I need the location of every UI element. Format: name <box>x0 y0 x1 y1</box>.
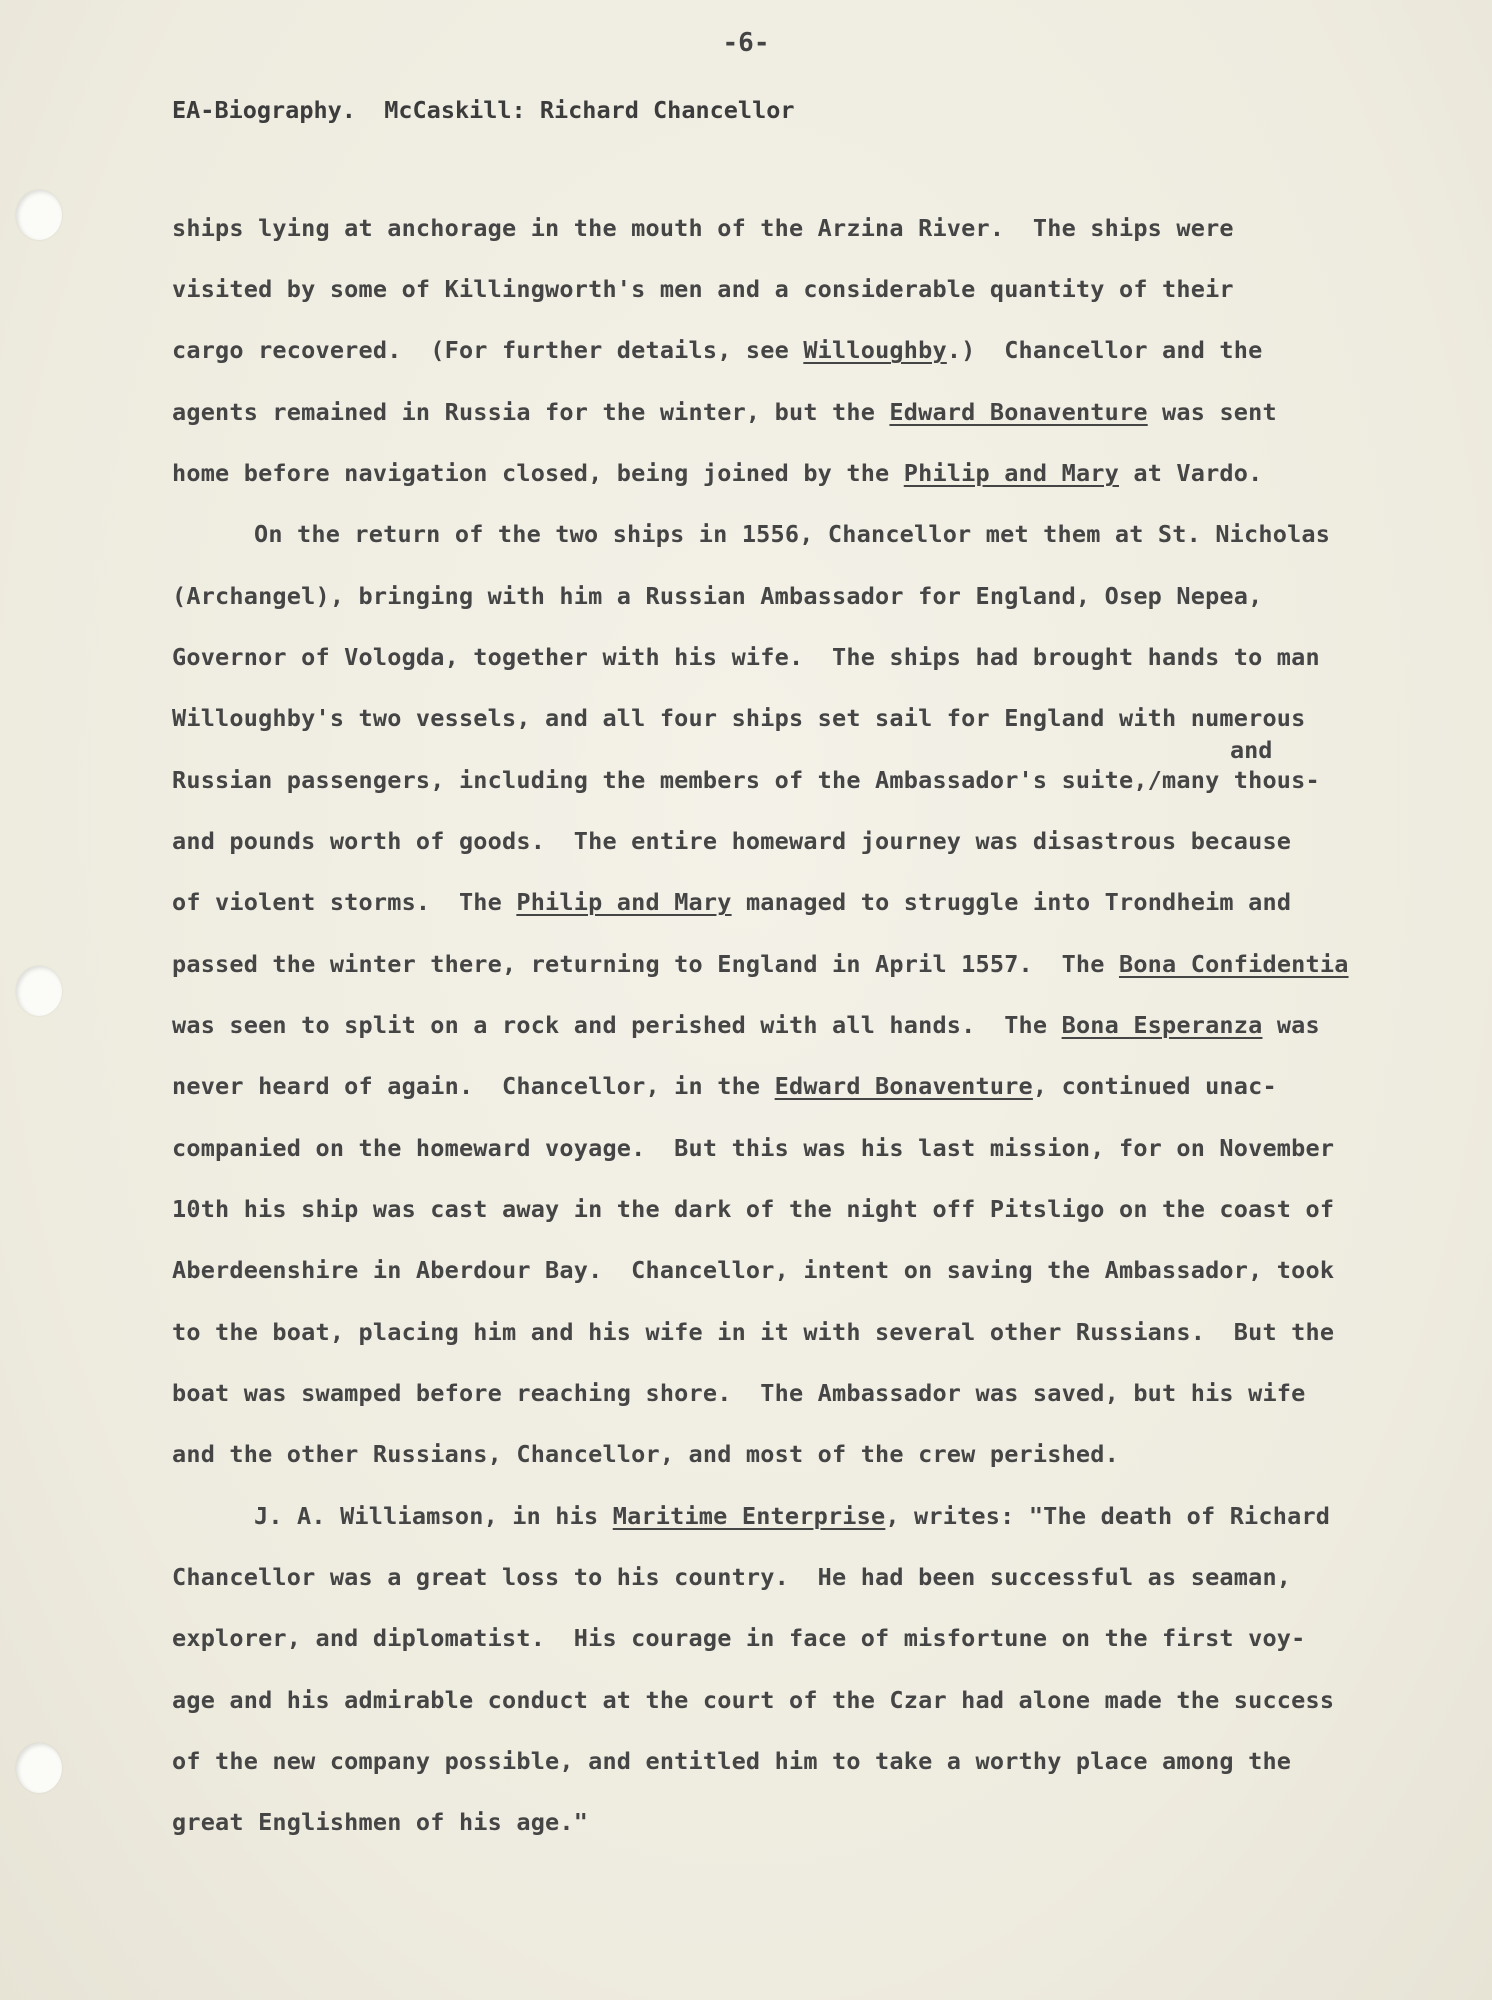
line-segment: never heard of again. Chancellor, in the <box>172 1072 775 1100</box>
line-segment: , continued unac- <box>1032 1072 1277 1100</box>
line-segment: boat was swamped before reaching shore. The Ambassador was saved, but his wife <box>172 1379 1306 1407</box>
line-segment: J. A. Williamson, in his <box>254 1502 613 1530</box>
text-line <box>172 643 1320 671</box>
text-line <box>172 1440 1119 1468</box>
line-segment: .) Chancellor and the <box>946 336 1263 364</box>
text-line <box>172 1195 1334 1223</box>
line-segment: ships lying at anchorage in the mouth of the Arzina River. The ships were <box>172 214 1234 242</box>
text-line <box>172 1256 1334 1284</box>
underlined-title: Bona Confidentia <box>1118 950 1349 978</box>
line-segment: explorer, and diplomatist. His courage in face of misfortune on the first voy- <box>172 1624 1306 1652</box>
text-line <box>172 827 1291 855</box>
text-line <box>172 459 1262 487</box>
binder-hole <box>16 966 62 1016</box>
text-line <box>172 888 1291 916</box>
text-line <box>172 336 1262 364</box>
line-segment: passed the winter there, returning to England in April 1557. The <box>172 950 1119 978</box>
interlinear-insertion: and <box>1230 736 1273 764</box>
text-line <box>172 275 1234 303</box>
underlined-title: Philip and Mary <box>516 888 732 916</box>
line-segment: managed to struggle into Trondheim and <box>731 888 1292 916</box>
line-segment: of the new company possible, and entitled him to take a worthy place among the <box>172 1747 1292 1775</box>
text-line <box>172 1747 1291 1775</box>
text-line <box>172 950 1349 978</box>
binder-hole <box>16 1743 62 1793</box>
line-segment: Russian passengers, including the members of the Ambassador's suite,/many thous- <box>172 766 1320 794</box>
text-line <box>172 398 1277 426</box>
text-line <box>172 214 1234 242</box>
line-segment: of violent storms. The <box>172 888 517 916</box>
text-line <box>172 1318 1334 1346</box>
text-line <box>172 582 1262 610</box>
text-line <box>172 520 1330 548</box>
text-line <box>172 1686 1334 1714</box>
line-segment: On the return of the two ships in 1556, Chancellor met them at St. Nicholas <box>254 520 1331 548</box>
underlined-title: Willoughby <box>803 336 947 364</box>
line-segment: to the boat, placing him and his wife in it with several other Russians. But the <box>172 1318 1335 1346</box>
page-number: -6- <box>722 28 770 58</box>
line-segment: Willoughby's two vessels, and all four ships set sail for England with numerous <box>172 704 1306 732</box>
underlined-title: Edward Bonaventure <box>889 398 1148 426</box>
underlined-title: Philip and Mary <box>903 459 1119 487</box>
line-segment: Aberdeenshire in Aberdour Bay. Chancellor, intent on saving the Ambassador, took <box>172 1256 1335 1284</box>
document-header: EA-Biography. McCaskill: Richard Chancellor <box>172 96 795 124</box>
line-segment: agents remained in Russia for the winter, but the <box>172 398 890 426</box>
line-segment: great Englishmen of his age." <box>172 1808 589 1836</box>
line-segment: and pounds worth of goods. The entire homeward journey was disastrous because <box>172 827 1292 855</box>
text-line <box>172 1563 1291 1591</box>
text-line <box>172 1502 1330 1530</box>
text-line <box>172 1134 1334 1162</box>
underlined-title: Bona Esperanza <box>1061 1011 1263 1039</box>
line-segment: cargo recovered. (For further details, see <box>172 336 804 364</box>
line-segment: and the other Russians, Chancellor, and most of the crew perished. <box>172 1440 1119 1468</box>
binder-hole <box>16 190 62 240</box>
line-segment: (Archangel), bringing with him a Russian Ambassador for England, Osep Nepea, <box>172 582 1263 610</box>
line-segment: was seen to split on a rock and perished with all hands. The <box>172 1011 1062 1039</box>
line-segment: home before navigation closed, being joined by the <box>172 459 904 487</box>
text-line <box>172 704 1306 732</box>
line-segment: visited by some of Killingworth's men and a considerable quantity of their <box>172 275 1234 303</box>
line-segment: age and his admirable conduct at the court of the Czar had alone made the success <box>172 1686 1335 1714</box>
line-segment: at Vardo. <box>1119 459 1263 487</box>
line-segment: was sent <box>1147 398 1277 426</box>
text-line <box>172 766 1320 794</box>
line-segment: 10th his ship was cast away in the dark of the night off Pitsligo on the coast of <box>172 1195 1335 1223</box>
line-segment: Governor of Vologda, together with his wife. The ships had brought hands to man <box>172 643 1320 671</box>
text-line <box>172 1072 1277 1100</box>
text-line <box>172 1011 1320 1039</box>
text-line <box>172 1379 1306 1407</box>
text-line <box>172 1624 1306 1652</box>
line-segment: , writes: "The death of Richard <box>885 1502 1331 1530</box>
line-segment: Chancellor was a great loss to his country. He had been successful as seaman, <box>172 1563 1292 1591</box>
line-segment: companied on the homeward voyage. But this was his last mission, for on November <box>172 1134 1335 1162</box>
line-segment: was <box>1262 1011 1320 1039</box>
underlined-title: Edward Bonaventure <box>774 1072 1033 1100</box>
underlined-title: Maritime Enterprise <box>612 1502 886 1530</box>
text-line <box>172 1808 588 1836</box>
